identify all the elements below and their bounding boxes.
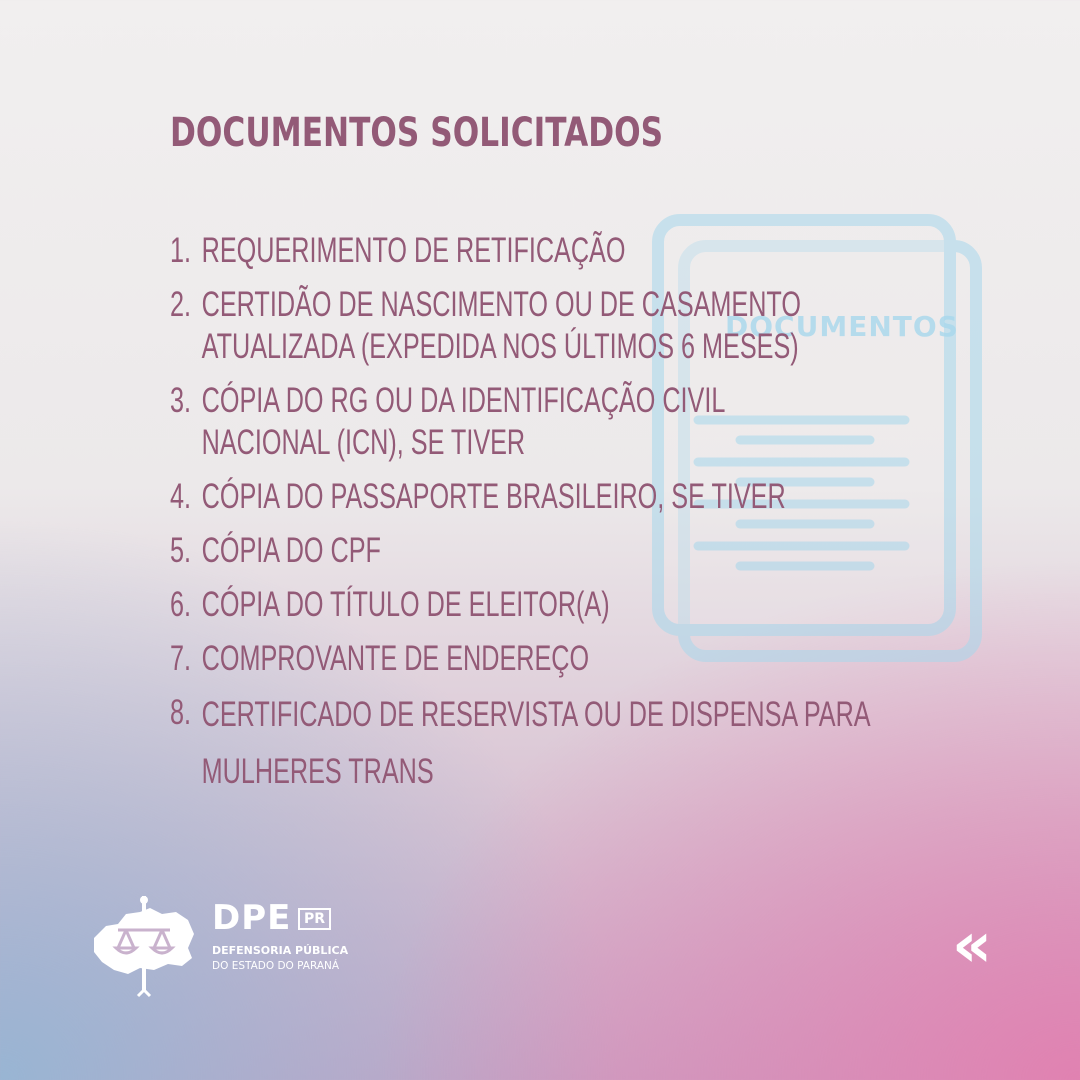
list-item bbox=[170, 284, 890, 368]
logo-line-2: DO ESTADO DO PARANÁ bbox=[212, 960, 340, 972]
logo-line-1: DEFENSORIA PÚBLICA bbox=[212, 944, 349, 957]
item-text: REQUERIMENTO DE RETIFICAÇÃO bbox=[201, 231, 626, 270]
document-list bbox=[170, 230, 1080, 812]
list-item bbox=[170, 584, 890, 626]
item-text: CÓPIA DO TÍTULO DE ELEITOR(A) bbox=[201, 585, 610, 624]
item-text: CERTIFICADO DE RESERVISTA OU DE DISPENSA PARA MULHERES TRANS bbox=[201, 695, 871, 791]
illustration-label: DOCUMENTOS bbox=[725, 310, 959, 343]
item-number: 8. bbox=[170, 693, 192, 732]
item-number: 3. bbox=[170, 381, 192, 420]
item-number: 5. bbox=[170, 531, 192, 570]
item-text: CÓPIA DO CPF bbox=[201, 531, 381, 570]
item-text: CÓPIA DO RG OU DA IDENTIFICAÇÃO CIVIL NACIONAL (ICN), SE TIVER bbox=[201, 381, 726, 462]
logo-dpe-text: DPE bbox=[212, 898, 292, 938]
item-number: 7. bbox=[170, 639, 192, 678]
item-text: COMPROVANTE DE ENDEREÇO bbox=[201, 639, 590, 678]
item-number: 6. bbox=[170, 585, 192, 624]
list-item bbox=[170, 530, 890, 572]
item-number: 2. bbox=[170, 285, 192, 324]
double-chevron-left-icon[interactable]: « bbox=[952, 908, 993, 981]
item-number: 1. bbox=[170, 231, 192, 270]
item-number: 4. bbox=[170, 477, 192, 516]
dpe-pr-logo bbox=[88, 890, 358, 1000]
list-item bbox=[170, 476, 890, 518]
list-item bbox=[170, 638, 890, 680]
logo-state-badge: PR bbox=[298, 908, 331, 930]
parana-map-scales-icon bbox=[88, 890, 200, 1000]
item-text: CERTIDÃO DE NASCIMENTO OU DE CASAMENTO ATUALIZADA (EXPEDIDA NOS ÚLTIMOS 6 MESES) bbox=[201, 285, 801, 366]
item-text: CÓPIA DO PASSAPORTE BRASILEIRO, SE TIVER bbox=[201, 477, 786, 516]
list-item bbox=[170, 380, 890, 464]
list-item bbox=[170, 230, 890, 272]
list-item bbox=[170, 692, 890, 800]
page-title: DOCUMENTOS SOLICITADOS bbox=[170, 110, 664, 156]
